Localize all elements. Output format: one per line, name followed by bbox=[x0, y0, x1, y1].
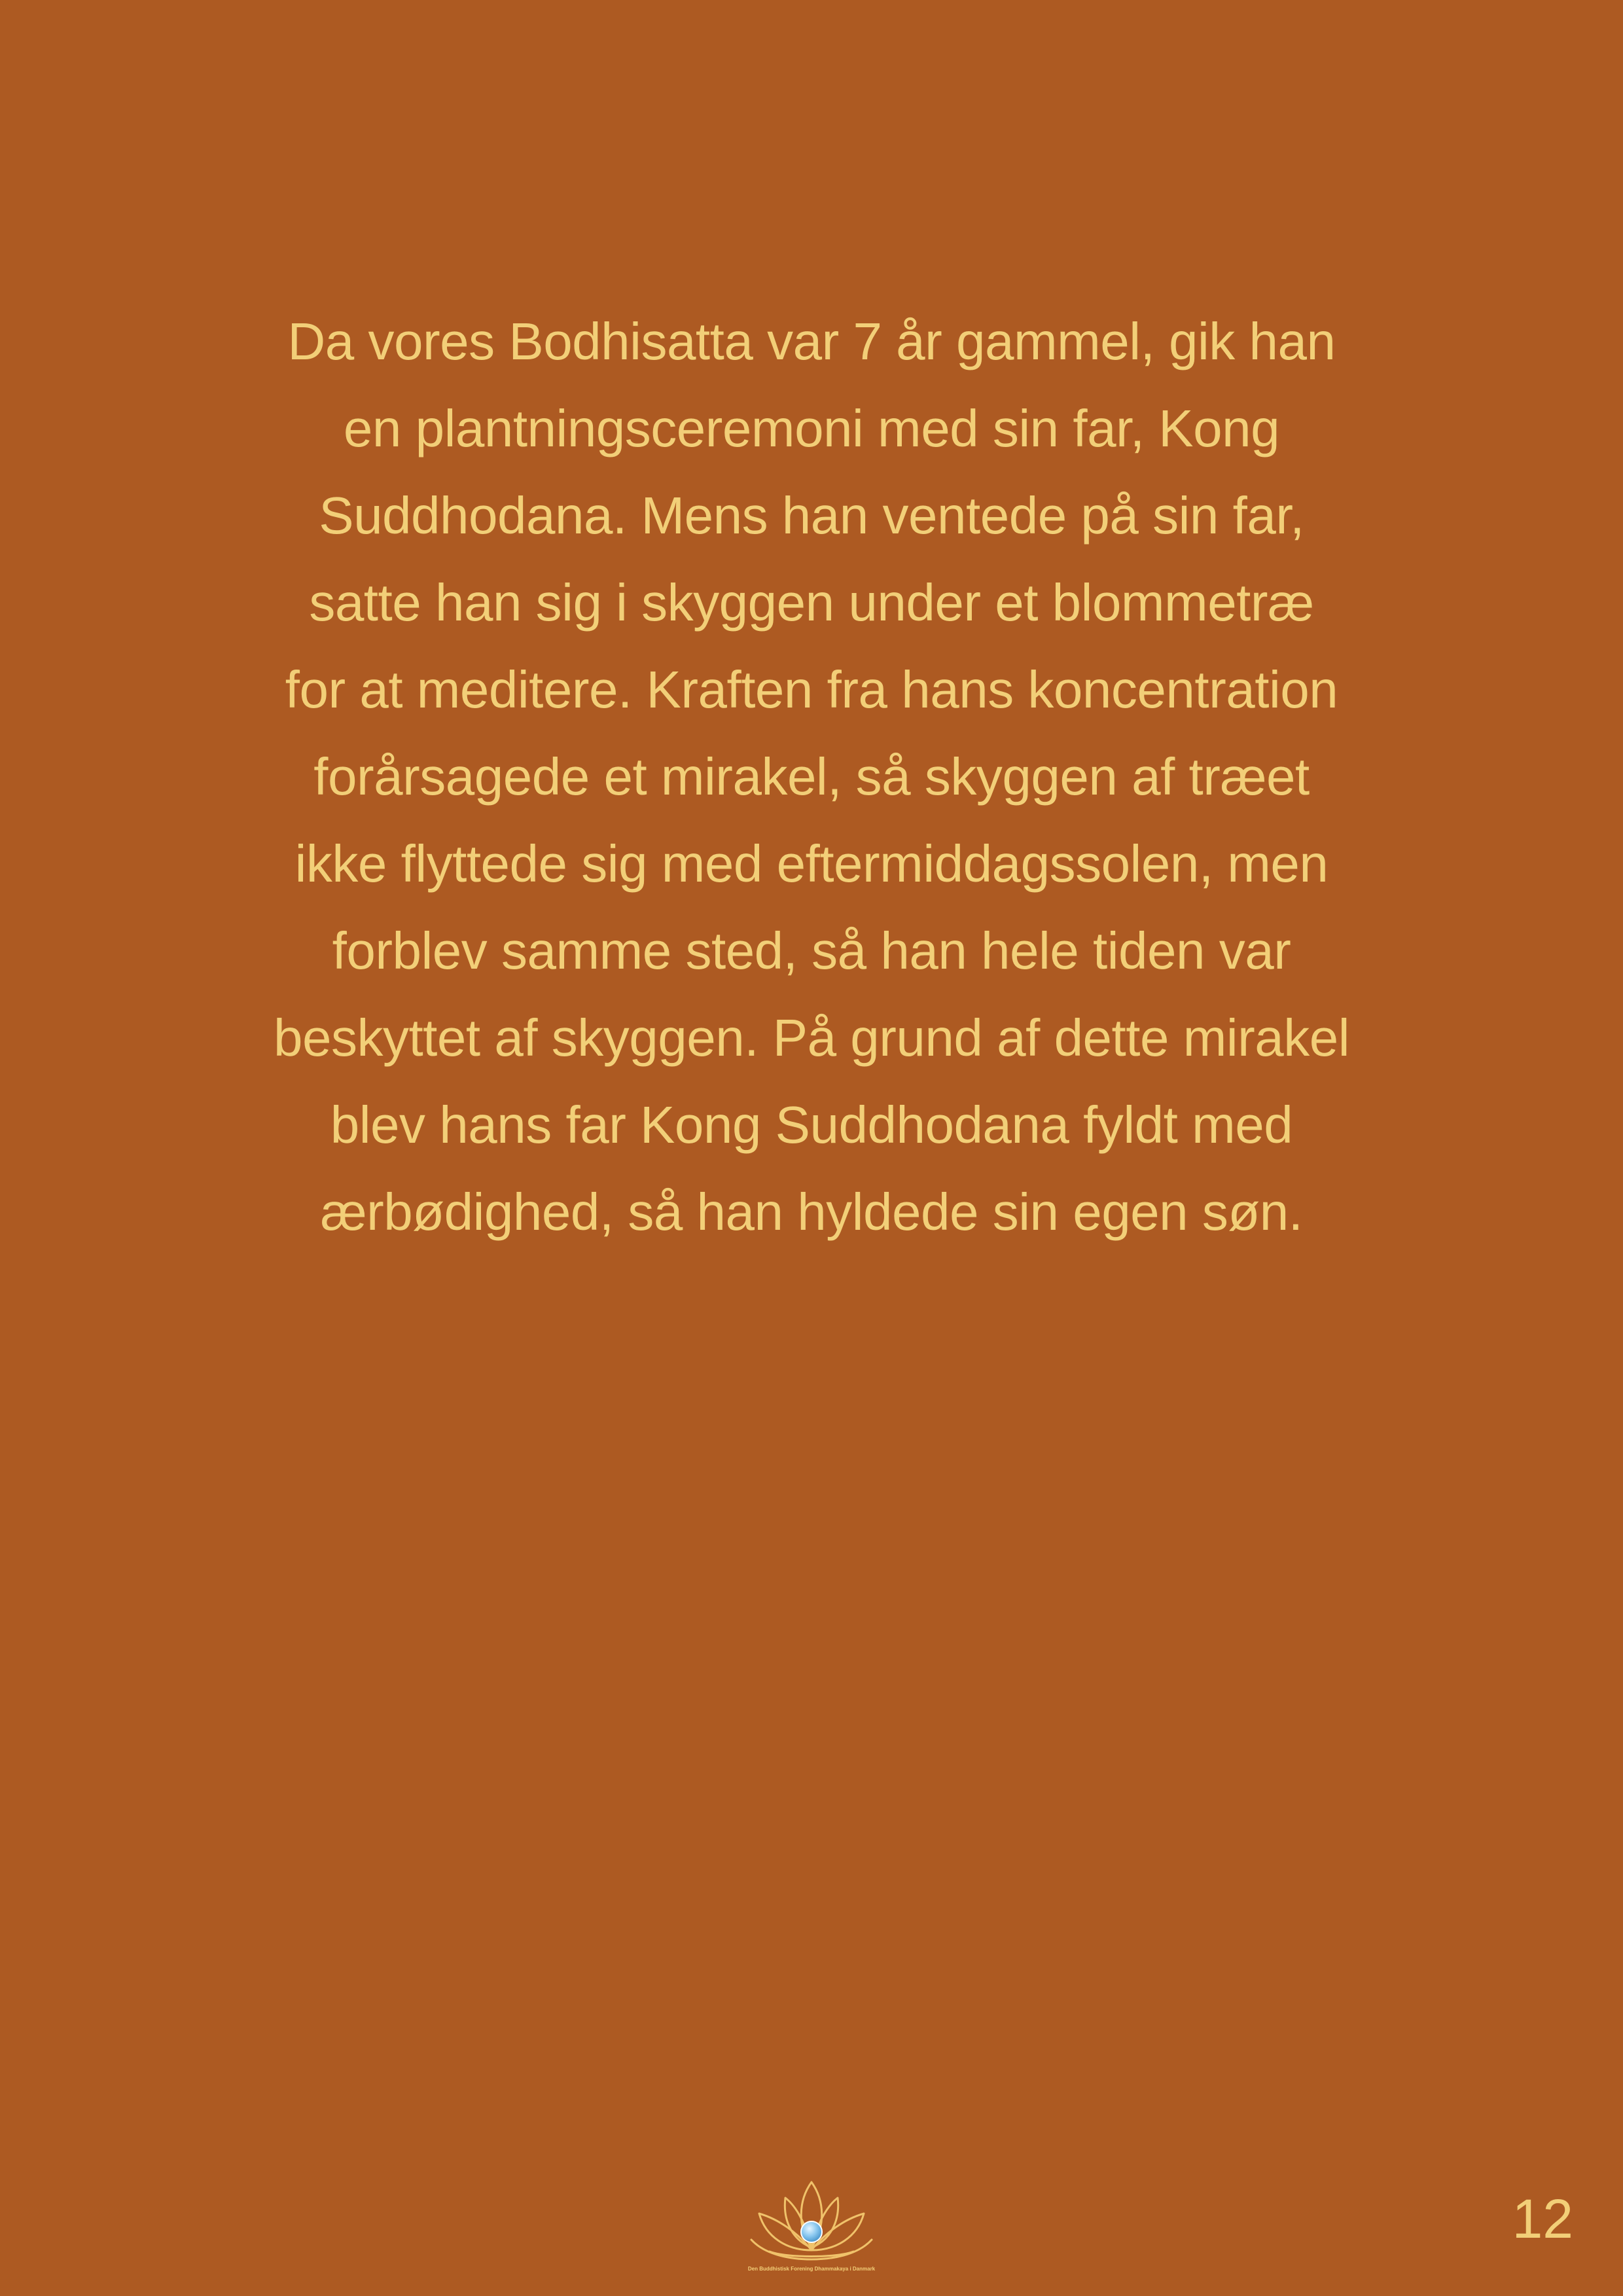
page-number: 12 bbox=[1512, 2188, 1573, 2250]
story-line: forblev samme sted, så han hele tiden var bbox=[332, 922, 1291, 980]
logo-caption: Den Buddhistisk Forening Dhammakaya i Danmark bbox=[747, 2266, 876, 2272]
story-line: ikke flyttede sig med eftermiddagssolen, men bbox=[294, 834, 1329, 893]
story-line: for at meditere. Kraften fra hans koncentration bbox=[285, 660, 1338, 719]
story-paragraph bbox=[196, 298, 1427, 1255]
lotus-icon bbox=[746, 2174, 877, 2266]
story-line: satte han sig i skyggen under et blommetræ bbox=[309, 573, 1314, 632]
story-line: forårsagede et mirakel, så skyggen af træet bbox=[313, 747, 1310, 806]
story-line: ærbødighed, så han hyldede sin egen søn. bbox=[320, 1183, 1303, 1241]
foundation-logo bbox=[746, 2174, 877, 2279]
story-line: Suddhodana. Mens han ventede på sin far, bbox=[319, 486, 1304, 545]
story-line: beskyttet af skyggen. På grund af dette mirakel bbox=[273, 1009, 1350, 1067]
story-line: blev hans far Kong Suddhodana fyldt med bbox=[330, 1096, 1293, 1154]
story-line: en plantningsceremoni med sin far, Kong bbox=[343, 399, 1280, 457]
story-line: Da vores Bodhisatta var 7 år gammel, gik han bbox=[287, 312, 1336, 370]
